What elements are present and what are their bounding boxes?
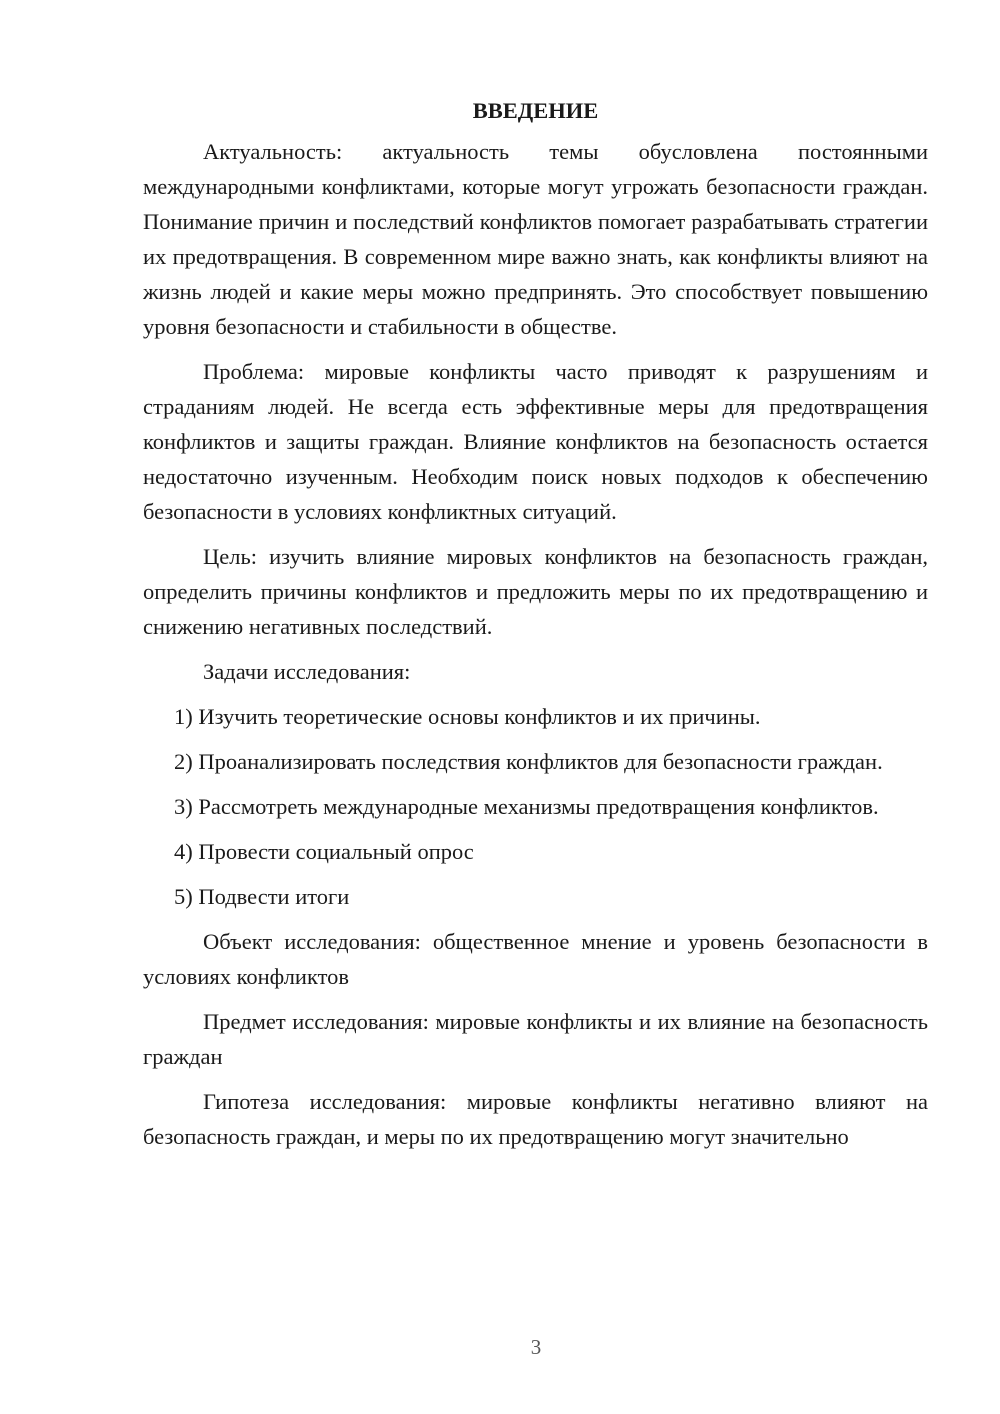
paragraph-goal: Цель: изучить влияние мировых конфликтов на безопасность граждан, определить причины конфликтов и предложить меры по их предотвращению и снижению негативных последствий.	[143, 544, 928, 639]
paragraph-subject: Предмет исследования: мировые конфликты и их влияние на безопасность граждан	[143, 1009, 928, 1069]
page-number: 3	[530, 1335, 542, 1359]
tasks-title: Задачи исследования:	[203, 659, 411, 684]
task-item-5: 5) Подвести итоги	[174, 884, 350, 909]
task-item-1: 1) Изучить теоретические основы конфликтов и их причины.	[174, 704, 761, 729]
section-heading: ВВЕДЕНИЕ	[472, 98, 599, 123]
task-item-4: 4) Провести социальный опрос	[174, 839, 474, 864]
paragraph-object: Объект исследования: общественное мнение и уровень безопасности в условиях конфликтов	[143, 929, 928, 989]
paragraph-relevance: Актуальность: актуальность темы обусловлена постоянными международными конфликтами, которые могут угрожать безопасности граждан. Понимание причин и последствий конфликтов помогает разрабатывать стратегии их предотвращения. В современном мире важно знать, как конфликты влияют на жизнь людей и какие меры можно предпринять. Это способствует повышению уровня безопасности и стабильности в обществе.	[143, 139, 928, 339]
task-item-3: 3) Рассмотреть международные механизмы предотвращения конфликтов.	[174, 794, 879, 819]
page-content	[143, 94, 928, 1164]
paragraph-problem: Проблема: мировые конфликты часто приводят к разрушениям и страданиям людей. Не всегда есть эффективные меры для предотвращения конфликтов и защиты граждан. Влияние конфликтов на безопасность остается недостаточно изученным. Необходим поиск новых подходов к обеспечению безопасности в условиях конфликтных ситуаций.	[143, 359, 928, 524]
paragraph-hypothesis: Гипотеза исследования: мировые конфликты негативно влияют на безопасность граждан, и меры по их предотвращению могут значительно	[143, 1089, 928, 1149]
task-item-2: 2) Проанализировать последствия конфликтов для безопасности граждан.	[174, 749, 883, 774]
